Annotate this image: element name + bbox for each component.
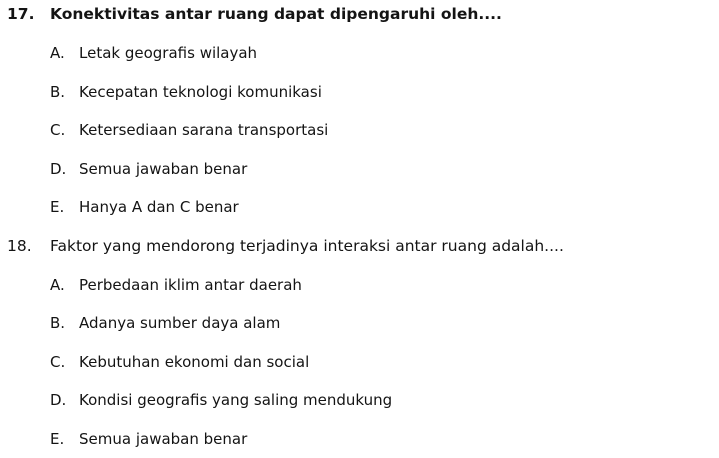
option-text: Perbedaan iklim antar daerah (79, 276, 302, 294)
option-text: Adanya sumber daya alam (79, 314, 281, 332)
option-text: Kebutuhan ekonomi dan social (79, 353, 310, 371)
option-letter: E. (50, 198, 65, 216)
option-letter: B. (50, 83, 66, 101)
option-text: Semua jawaban benar (79, 430, 248, 448)
option-text: Letak geografis wilayah (79, 44, 258, 62)
question-number: 17. (7, 5, 35, 23)
option-letter: A. (50, 276, 65, 294)
option-text: Kecepatan teknologi komunikasi (79, 83, 322, 101)
option-text: Hanya A dan C benar (79, 198, 239, 216)
option-letter: E. (50, 430, 65, 448)
question-number: 18. (7, 237, 32, 255)
option-letter: D. (50, 391, 67, 409)
option-letter: B. (50, 314, 66, 332)
option-text: Kondisi geografis yang saling mendukung (79, 391, 393, 409)
option-letter: C. (50, 353, 66, 371)
option-letter: A. (50, 44, 65, 62)
option-letter: D. (50, 160, 67, 178)
option-letter: C. (50, 121, 66, 139)
question-text: Faktor yang mendorong terjadinya interaksi antar ruang adalah.... (50, 237, 564, 255)
option-text: Semua jawaban benar (79, 160, 248, 178)
question-text: Konektivitas antar ruang dapat dipengaruhi oleh.... (50, 5, 502, 23)
option-text: Ketersediaan sarana transportasi (79, 121, 329, 139)
